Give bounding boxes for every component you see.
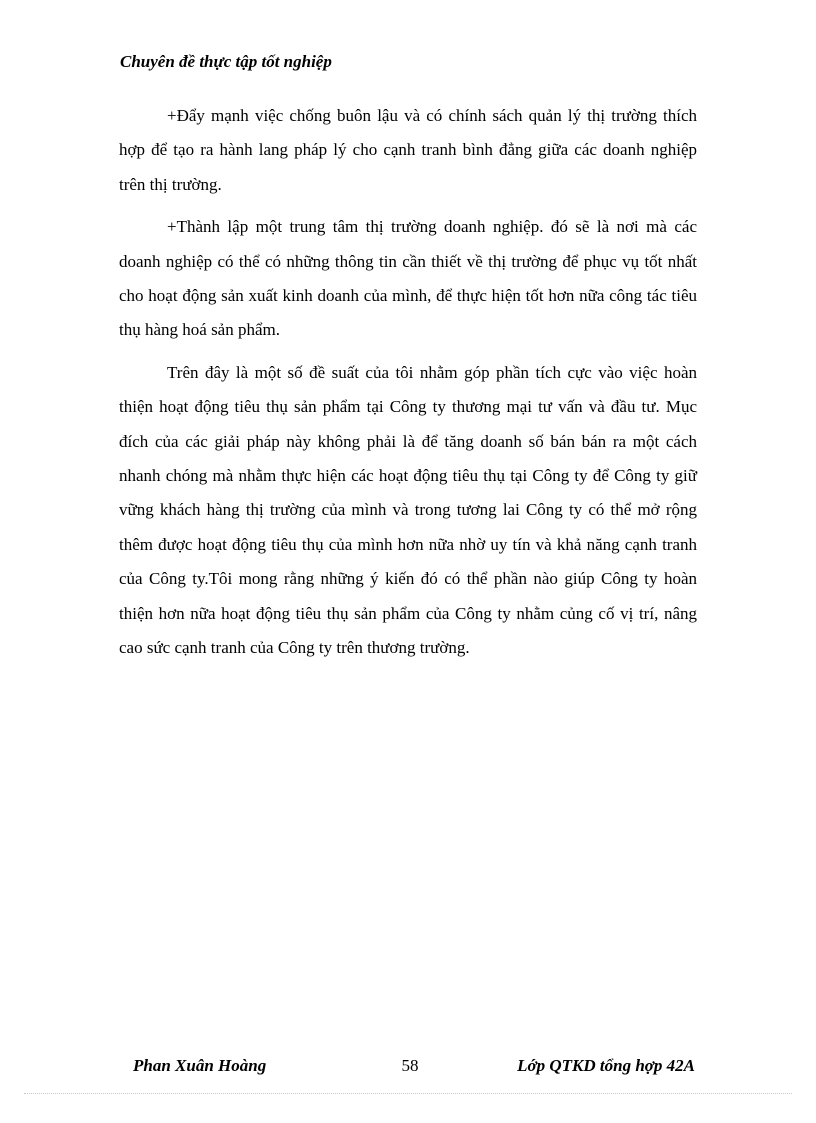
paragraph-conclusion: Trên đây là một số đề suất của tôi nhằm góp phần tích cực vào việc hoàn thiện hoạt động tiêu thụ sản phẩm tại Công ty thương mại tư vấn và đầu tư. Mục đích của các giải pháp này không phải là để tăng doanh số bán bán ra một cách nhanh chóng mà nhằm thực hiện các hoạt động tiêu thụ tại Công ty để Công ty giữ vững khách hàng thị trường của mình và trong tương lai Công ty có thể mở rộng thêm được hoạt động tiêu thụ của mình hơn nữa nhờ uy tín và khả năng cạnh tranh của Công ty.Tôi mong rằng những ý kiến đó có thể phần nào giúp Công ty hoàn thiện hơn nữa hoạt động tiêu thụ sản phẩm của Công ty nhằm củng cố vị trí, nâng cao sức cạnh tranh của Công ty trên thương trường. — [119, 362, 697, 658]
page-header: Chuyên đề thực tập tốt nghiệp — [120, 52, 332, 71]
paragraph-market-center: +Thành lập một trung tâm thị trường doanh nghiệp. đó sẽ là nơi mà các doanh nghiệp có thể có những thông tin cần thiết về thị trường để phục vụ tốt nhất cho hoạt động sản xuất kinh doanh của mình, để thực hiện tốt hơn nữa công tác tiêu thụ hàng hoá sản phẩm. — [119, 217, 697, 340]
body-text — [119, 99, 697, 674]
page-number: 58 — [401, 1056, 419, 1075]
footer-author: Phan Xuân Hoàng — [133, 1056, 267, 1075]
paragraph-anti-smuggling: +Đẩy mạnh việc chống buôn lậu và có chính sách quản lý thị trường thích hợp để tạo ra hành lang pháp lý cho cạnh tranh bình đẳng giữa các doanh nghiệp trên thị trường. — [119, 106, 697, 194]
footer-divider — [24, 1093, 792, 1094]
footer-class: Lớp QTKD tổng hợp 42A — [517, 1056, 695, 1075]
